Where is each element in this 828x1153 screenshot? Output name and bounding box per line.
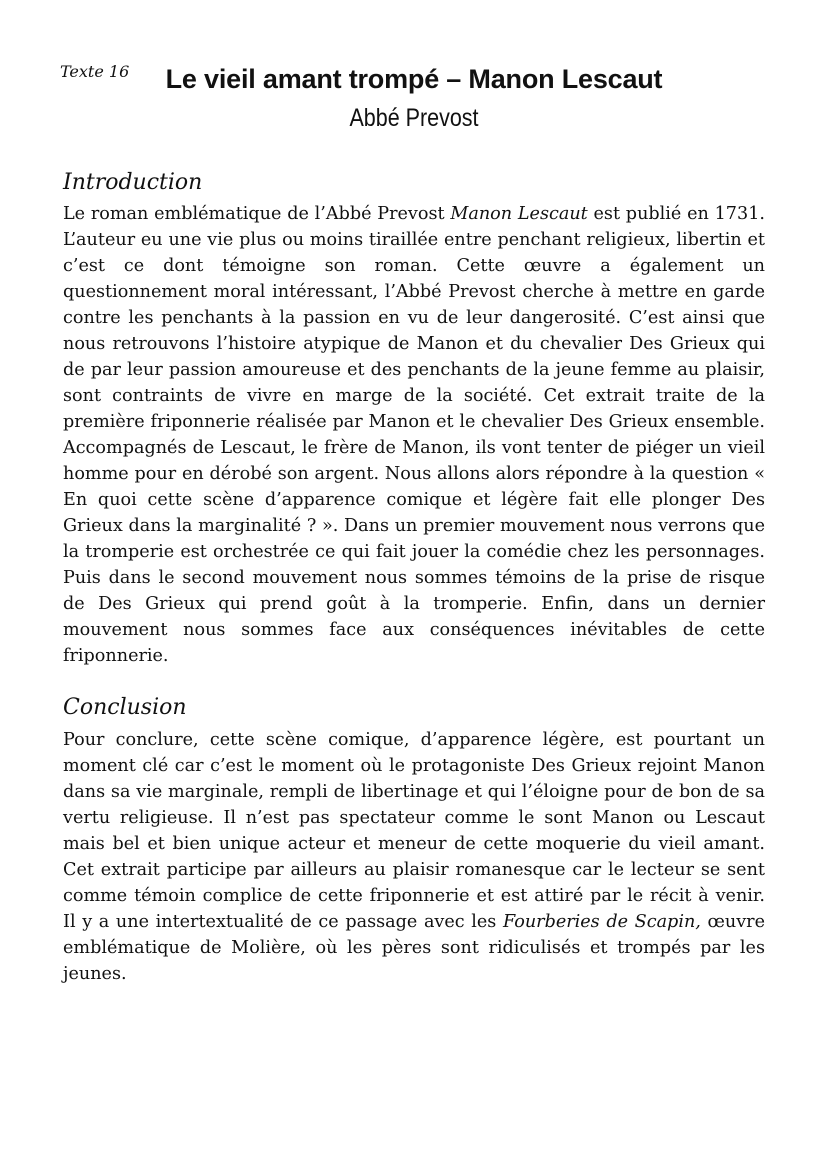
introduction-book-title: Manon Lescaut xyxy=(450,204,588,224)
introduction-text-2: est publié en 1731. L’auteur eu une vie plus ou moins tiraillée entre penchant religieux, libertin et c’est ce dont témoigne son roman. Cette œuvre a également un questionnement moral intéressant, l’Abbé Prevost cherche à mettre en garde contre les penchants à la passion en vu de leur dangerosité. C’est ainsi que nous retrouvons l’histoire atypique de Manon et du chevalier Des Grieux qui de par leur passion amoureuse et des penchants de la jeune femme au plaisir, sont contraints de vivre en marge de la société. Cet extrait traite de la première friponnerie réalisée par Manon et le chevalier Des Grieux ensemble. Accompagnés de Lescaut, le frère de Manon, ils vont tenter de piéger un vieil homme pour en dérobé son argent. Nous allons alors répondre à la question « En quoi cette scène d’apparence comique et légère fait elle plonger Des Grieux dans la marginalité ? ». Dans un premier mouvement nous verrons que la tromperie est orchestrée ce qui fait jouer la comédie chez les personnages. Puis dans le second mouvement nous sommes témoins de la prise de risque de Des Grieux qui prend goût à la tromperie. Enfin, dans un dernier mouvement nous sommes face aux conséquences inévitables de cette friponnerie. xyxy=(63,204,765,666)
text-number-label: Texte 16 xyxy=(60,62,130,81)
conclusion-play-title: Fourberies de Scapin, xyxy=(502,912,701,932)
conclusion-text-2: œuvre emblématique de Molière, où les pères sont ridiculisés et trompés par les jeunes. xyxy=(63,912,765,984)
conclusion-text-1: Pour conclure, cette scène comique, d’apparence légère, est pourtant un moment clé car c’est le moment où le protagoniste Des Grieux rejoint Manon dans sa vie marginale, rempli de libertinage et qui l’éloigne pour de bon de sa vertu religieuse. Il n’est pas spectateur comme le sont Manon ou Lescaut mais bel et bien unique acteur et meneur de cette moquerie du vieil amant. Cet extrait participe par ailleurs au plaisir romanesque car le lecteur se sent comme témoin complice de cette friponnerie et est attiré par le récit à venir. Il y a une intertextualité de ce passage avec les xyxy=(63,730,765,932)
introduction-paragraph xyxy=(63,201,765,669)
introduction-heading: Introduction xyxy=(63,170,203,195)
introduction-text-1: Le roman emblématique de l’Abbé Prevost xyxy=(63,204,451,224)
conclusion-heading: Conclusion xyxy=(63,695,187,720)
document-author: Abbé Prevost xyxy=(349,104,479,132)
document-title: Le vieil amant trompé – Manon Lescaut xyxy=(165,64,663,94)
conclusion-paragraph xyxy=(63,727,765,987)
